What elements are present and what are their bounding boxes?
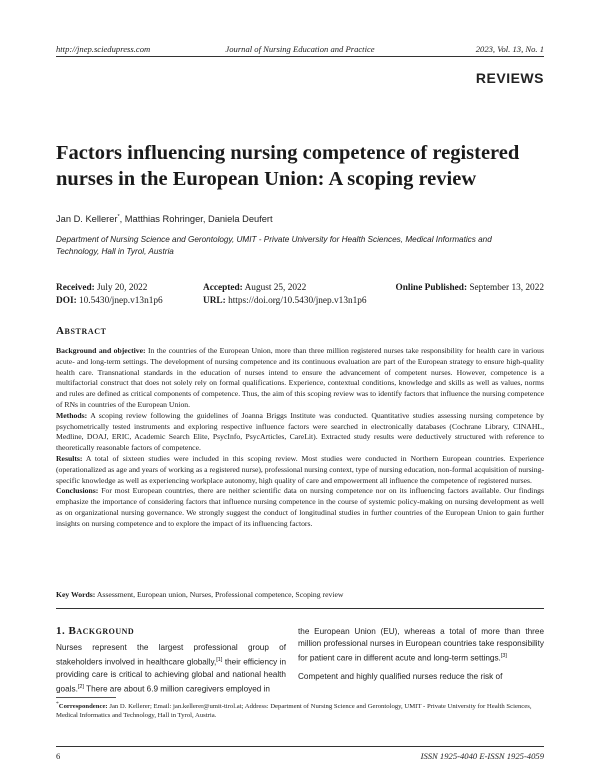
corresponding-mark: * <box>117 214 120 220</box>
doi-value[interactable]: 10.5430/jnep.v13n1p6 <box>79 296 163 306</box>
header-issue: 2023, Vol. 13, No. 1 <box>475 44 544 54</box>
ref-2[interactable]: [2] <box>77 684 84 691</box>
url-link[interactable]: https://doi.org/10.5430/jnep.v13n1p6 <box>228 296 367 306</box>
abstract-body <box>56 346 544 530</box>
left-text-a: Nurses represent the largest professional group of stakeholders involved in healthcare globally, <box>56 643 286 667</box>
footer-rule <box>56 746 544 747</box>
article-url <box>203 296 367 306</box>
ref-3[interactable]: [3] <box>500 653 507 660</box>
abstract-results <box>56 454 544 486</box>
url-label: URL: <box>203 296 226 306</box>
left-text-c: There are about 6.9 million caregivers employed in <box>83 685 270 695</box>
left-text-b: their efficiency in providing care is critical to achieving global and national health goals. <box>56 657 286 695</box>
footnote-label: Correspondence: <box>58 703 108 711</box>
header-journal: Journal of Nursing Education and Practice <box>225 44 375 54</box>
affiliation: Department of Nursing Science and Gerontology, UMIT - Private University for Health Sciences, Medical Informatics and Technology, Hall in Tyrol, Austria <box>56 235 492 256</box>
keywords <box>56 590 544 599</box>
abstract-heading: Abstract <box>56 325 107 337</box>
issn: ISSN 1925-4040 E-ISSN 1925-4059 <box>420 751 544 761</box>
accepted-date <box>203 283 306 293</box>
footnote-text: Jan D. Kellerer; Email: jan.kellerer@umit-tirol.at; Address: Department of Nursing Science and Gerontology, UMIT - Private University for Health Sciences, Medical Informatics and Technology, Hall in Tyrol, Austria. <box>56 703 532 720</box>
section-1-heading: 1. Background <box>56 625 135 637</box>
keywords-label: Key Words: <box>56 590 96 599</box>
title-line-2: nurses in the European Union: A scoping review <box>56 168 477 190</box>
conclusions-text: For most European countries, there are neither scientific data on nursing competence nor on its influencing factors available. Our findings emphasize the importance of considering factors that influence nursing competence in the course of systemic policy-making on nursing development as well as on organizational nursing governance. We strongly suggest the conduct of longitudinal studies in further countries of the European Union to gain further insights on nursing competence and to explore the impact of its influencing factors. <box>56 486 544 528</box>
doi-label: DOI: <box>56 296 77 306</box>
right-paragraph-2: Competent and highly qualified nurses reduce the risk of <box>298 672 503 682</box>
footnote-mark: * <box>56 701 59 707</box>
column-left <box>56 642 286 696</box>
header-rule <box>56 56 544 57</box>
background-label: Background and objective: <box>56 346 146 355</box>
methods-label: Methods: <box>56 410 88 420</box>
footnote-rule <box>56 697 116 698</box>
received-value: July 20, 2022 <box>97 283 148 293</box>
accepted-value: August 25, 2022 <box>244 283 307 293</box>
title-line-1: Factors influencing nursing competence of registered <box>56 142 520 164</box>
left-paragraph <box>56 642 286 696</box>
author-others: , Matthias Rohringer, Daniela Deufert <box>119 214 273 225</box>
published-date <box>395 283 544 293</box>
author-1: Jan D. Kellerer <box>56 214 118 225</box>
results-label: Results: <box>56 453 83 463</box>
author-list <box>56 214 273 224</box>
background-text: In the countries of the European Union, more than three million registered nurses take responsibility for health care in various acute- and long-term settings. The development of nursing competence and its continuous evaluation are part of the European strategy to ensure high-quality health care. Transnational standards in the education of nurses intend to ensure the advancement of competent nurses. However, competence is a multifactorial construct that does not solely rely on formal qualifications. Experience, contextual conditions, knowledge and skills as well as values, norms and rules are defined as critical components of competence. Thus, the aim of this scoping review was to identify factors that influence the nursing competence of RNs in countries of the European Union. <box>56 346 544 409</box>
page-title <box>56 140 526 192</box>
right-text-a: the European Union (EU), whereas a total of more than three million professional nurses in European countries take responsibility for patient care in different acute and long-term settings. <box>298 627 544 664</box>
methods-text: A scoping review following the guidelines of Joanna Briggs Institute was conducted. Quantitative studies assessing nursing competence by psychometrically tested instruments and exploring respective influence factors were searched in electronically databases (Cochrane Library, CINAHL, Medline, DOAJ, ERIC, Academic Search Elite, PsycInfo, PsycArticles, CareLit). Extracted study results were deductively structured with reference to theoretically reasonable factors of competence. <box>56 410 544 453</box>
keywords-text: Assessment, European union, Nurses, Professional competence, Scoping review <box>95 590 344 599</box>
abstract-methods <box>56 411 544 454</box>
page-number: 6 <box>56 751 61 761</box>
received-label: Received: <box>56 283 95 293</box>
section-tag: REVIEWS <box>475 70 544 86</box>
ref-1[interactable]: [1] <box>216 657 223 664</box>
column-right <box>298 626 544 684</box>
published-value: September 13, 2022 <box>469 283 544 293</box>
keywords-rule <box>56 608 544 609</box>
results-text: A total of sixteen studies were included in this scoping review. Most studies were conducted in Northern European countries. Experience (operationalized as age and years of working as a registered nurse), professional nursing context, type of nursing education, non-formal acquisition of nursing-specific knowledge as well as experiencing workplace autonomy, high quality of care and empowerment all influence the competence of registered nurses. <box>56 453 545 485</box>
footnote <box>56 700 544 720</box>
conclusions-label: Conclusions: <box>56 486 99 496</box>
header-url[interactable]: http://jnep.sciedupress.com <box>56 44 151 54</box>
abstract-conclusions <box>56 486 544 529</box>
doi <box>56 296 163 306</box>
accepted-label: Accepted: <box>203 283 243 293</box>
right-paragraph-1 <box>298 626 544 665</box>
published-label: Online Published: <box>395 283 468 293</box>
abstract-background <box>56 346 544 411</box>
received-date <box>56 283 147 293</box>
